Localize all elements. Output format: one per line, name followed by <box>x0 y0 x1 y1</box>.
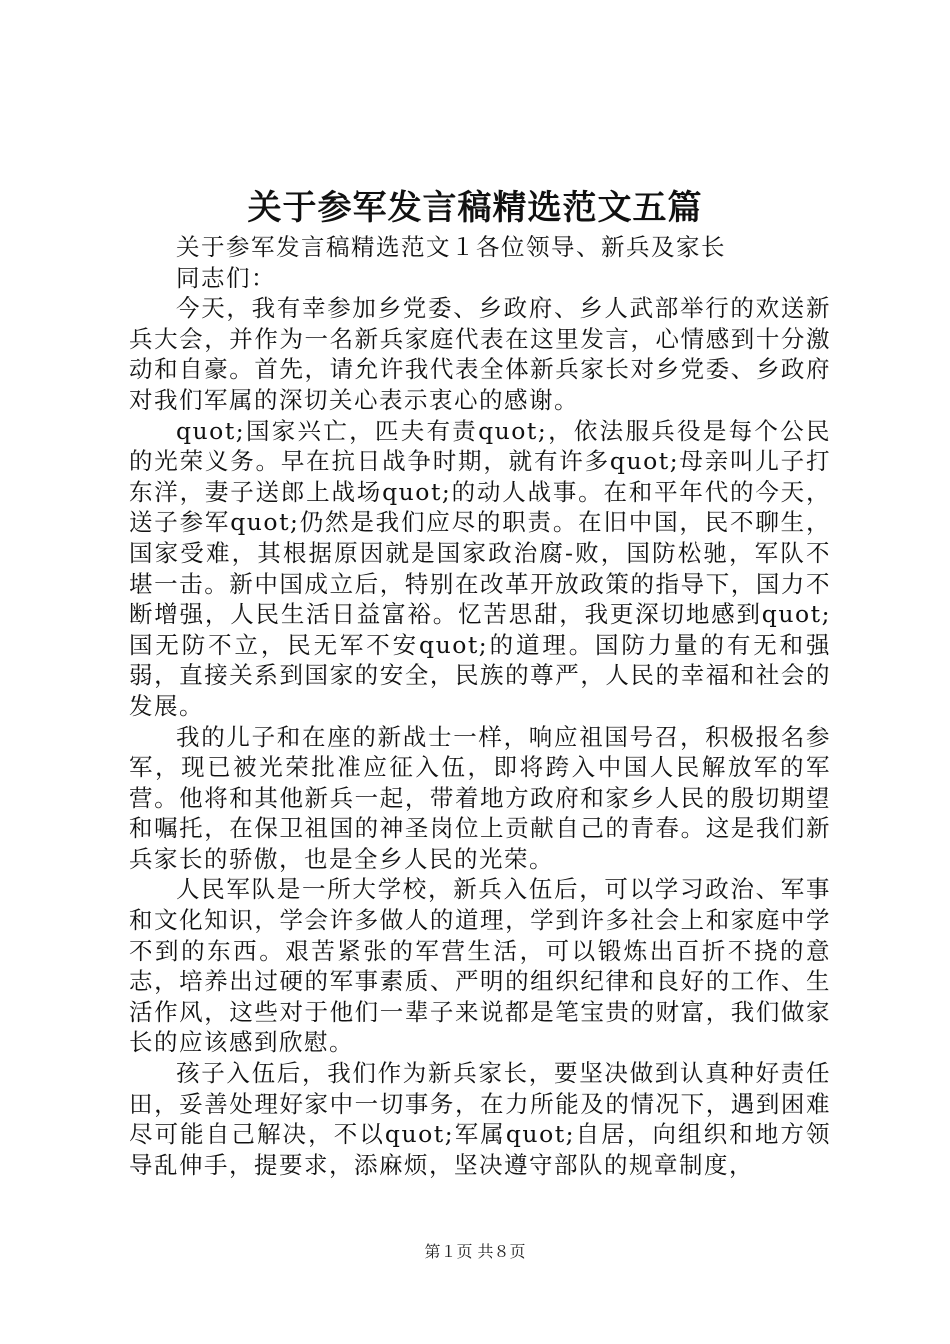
document-body <box>129 232 831 1180</box>
paragraph-heading-line: 关于参军发言稿精选范文１各位领导、新兵及家长 <box>176 233 726 261</box>
paragraph-army-school: 人民军队是一所大学校，新兵入伍后，可以学习政治、军事和文化知识，学会许多做人的道理，学到许多社会上和家庭中学不到的东西。艰苦紧张的军营生活，可以锻炼出百折不挠的意志，培养出过硬的军事素质、严明的组织纪律和良好的工作、生活作风，这些对于他们一辈子来说都是笔宝贵的财富，我们做家长的应该感到欣慰。 <box>129 875 831 1057</box>
paragraph-son-enlisting: 我的儿子和在座的新战士一样，响应祖国号召，积极报名参军，现已被光荣批准应征入伍，即将跨入中国人民解放军的军营。他将和其他新兵一起，带着地方政府和家乡人民的殷切期望和嘱托，在保卫祖国的神圣岗位上贡献自己的青春。这是我们新兵家长的骄傲，也是全乡人民的光荣。 <box>129 722 831 873</box>
paragraph-salutation: 同志们： <box>176 263 276 292</box>
paragraph-opening: 今天，我有幸参加乡党委、乡政府、乡人武部举行的欢送新兵大会，并作为一名新兵家庭代表在这里发言，心情感到十分激动和自豪。首先，请允许我代表全体新兵家长对乡党委、乡政府对我们军属的深切关心表示衷心的感谢。 <box>129 294 831 414</box>
page-number-footer: 第１页 共８页 <box>424 1242 526 1261</box>
document-title: 关于参军发言稿精选范文五篇 <box>247 188 703 228</box>
paragraph-national-duty: quot;国家兴亡，匹夫有责quot;，依法服兵役是每个公民的光荣义务。早在抗日战争时期，就有许多quot;母亲叫儿子打东洋，妻子送郎上战场quot;的动人战事。在和平年代的今天，送子参军quot;仍然是我们应尽的职责。在旧中国，民不聊生，国家受难，其根据原因就是国家政治腐-败，国防松驰，军队不堪一击。新中国成立后，特别在改革开放政策的指导下，国力不断增强，人民生活日益富裕。忆苦思甜，我更深切地感到quot;国无防不立，民无军不安quot;的道理。国防力量的有无和强弱，直接关系到国家的安全，民族的尊严，人民的幸福和社会的发展。 <box>129 416 831 720</box>
paragraph-parent-duties: 孩子入伍后，我们作为新兵家长，要坚决做到认真种好责任田，妥善处理好家中一切事务，在力所能及的情况下，遇到困难尽可能自己解决，不以quot;军属quot;自居，向组织和地方领导乱伸手，提要求，添麻烦，坚决遵守部队的规章制度， <box>129 1059 831 1179</box>
